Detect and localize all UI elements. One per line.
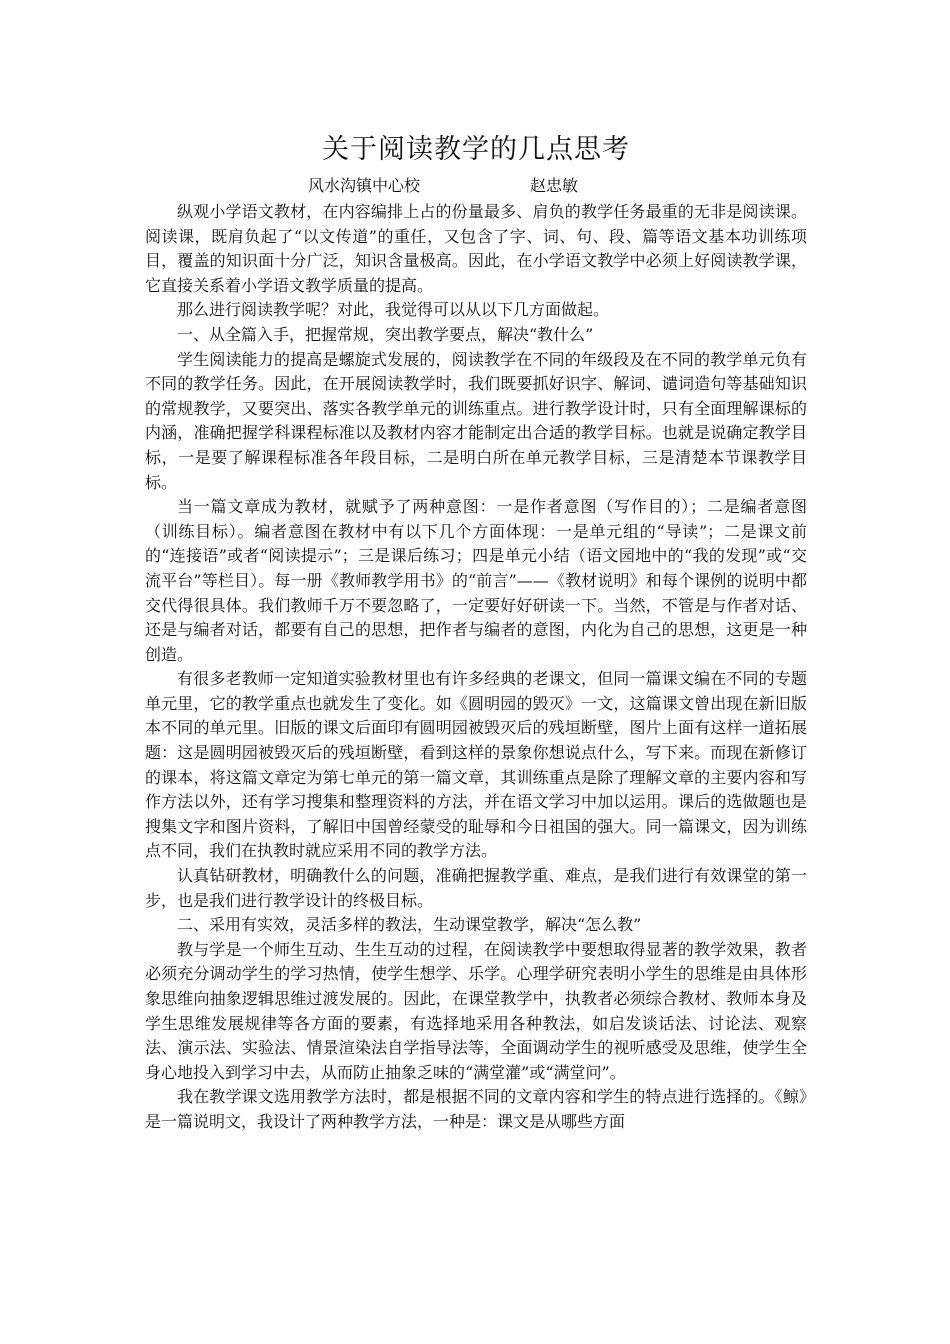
paragraph-body: 学生阅读能力的提高是螺旋式发展的，阅读教学在不同的年级段及在不同的教学单元负有不同的教学任务。因此，在开展阅读教学时，我们既要抓好识字、解词、谴词造句等基础知识的常规教学，又要突出、落实各教学单元的训练重点。进行教学设计时，只有全面理解课标的内涵，准确把握学科课程标准以及教材内容才能制定出合适的教学目标。也就是说确定教学目标，一是要了解课程标准各年段目标，二是明白所在单元教学目标，三是清楚本节课教学目标。 <box>145 349 807 492</box>
paragraph-body: 认真钻研教材，明确教什么的问题，准确把握教学重、难点，是我们进行有效课堂的第一步，也是我们进行教学设计的终极目标。 <box>145 866 807 910</box>
school-name: 风水沟镇中心校 <box>308 176 421 195</box>
document-title: 关于阅读教学的几点思考 <box>322 134 630 165</box>
paragraph-body: 有很多老教师一定知道实验教材里也有许多经典的老课文，但同一篇课文编在不同的专题单元里，它的教学重点也就发生了变化。如《圆明园的毁灭》一文，这篇课文曾出现在新旧版本不同的单元里。旧版的课文后面印有圆明园被毁灭后的残垣断壁，图片上面有这样一道拓展题：这是圆明园被毁灭后的残垣断壁，看到这样的景象你想说点什么，写下来。而现在新修订的课本，将这篇文章定为第七单元的第一篇文章，其训练重点是除了理解文章的主要内容和写作方法以外，还有学习搜集和整理资料的方法，并在语文学习中加以运用。课后的选做题也是搜集文字和图片资料，了解旧中国曾经蒙受的耻辱和今日祖国的强大。同一篇课文，因为训练点不同，我们在执教时就应采用不同的教学方法。 <box>145 669 807 861</box>
author-name: 赵忠敏 <box>530 176 579 195</box>
paragraph-question: 那么进行阅读教学呢？对此，我觉得可以从以下几方面做起。 <box>177 300 610 320</box>
paragraph-intro: 纵观小学语文教材，在内容编排上占的份量最多、肩负的教学任务最重的无非是阅读课。阅读课，既肩负起了“以文传道”的重任，又包含了字、词、句、段、篇等语文基本功训练项目，覆盖的知识面十分广泛，知识含量极高。因此，在小学语文教学中必须上好阅读教学课，它直接关系着小学语文教学质量的提高。 <box>145 202 807 295</box>
paragraph-body: 教与学是一个师生互动、生生互动的过程，在阅读教学中要想取得显著的教学效果，教者必须充分调动学生的学习热情，使学生想学、乐学。心理学研究表明小学生的思维是由具体形象思维向抽象逻辑思维过渡发展的。因此，在课堂教学中，执教者必须综合教材、教师本身及学生思维发展规律等各方面的要素，有选择地采用各种教法，如启发谈话法、讨论法、观察法、演示法、实验法、情景渲染法自学指导法等，全面调动学生的视听感受及思维，使学生全身心地投入到学习中去，从而防止抽象乏味的“满堂灌”或“满堂问”。 <box>145 939 807 1082</box>
section-heading-2: 二、采用有实效，灵活多样的教法，生动课堂教学，解决“怎么教” <box>177 915 642 935</box>
paragraph-body: 当一篇文章成为教材，就赋予了两种意图：一是作者意图（写作目的）；二是编者意图（训练目标）。编者意图在教材中有以下几个方面体现：一是单元组的“导读”；二是课文前的“连接语”或者“阅读提示”；三是课后练习；四是单元小结（语文园地中的“我的发现”或“交流平台”等栏目）。每一册《教师教学用书》的“前言”——《教材说明》和每个课例的说明中都交代得很具体。我们教师千万不要忽略了，一定要好好研读一下。当然，不管是与作者对话、还是与编者对话，都要有自己的思想，把作者与编者的意图，内化为自己的思想，这更是一种创造。 <box>145 497 807 664</box>
document-page <box>145 128 807 1135</box>
byline <box>145 172 807 200</box>
paragraph-body: 我在教学课文选用教学方法时，都是根据不同的文章内容和学生的特点进行选择的。《鲸》是一篇说明文，我设计了两种教学方法，一种是：课文是从哪些方面 <box>145 1087 807 1131</box>
section-heading-1: 一、从全篇入手，把握常规，突出教学要点，解决“教什么” <box>177 324 594 344</box>
